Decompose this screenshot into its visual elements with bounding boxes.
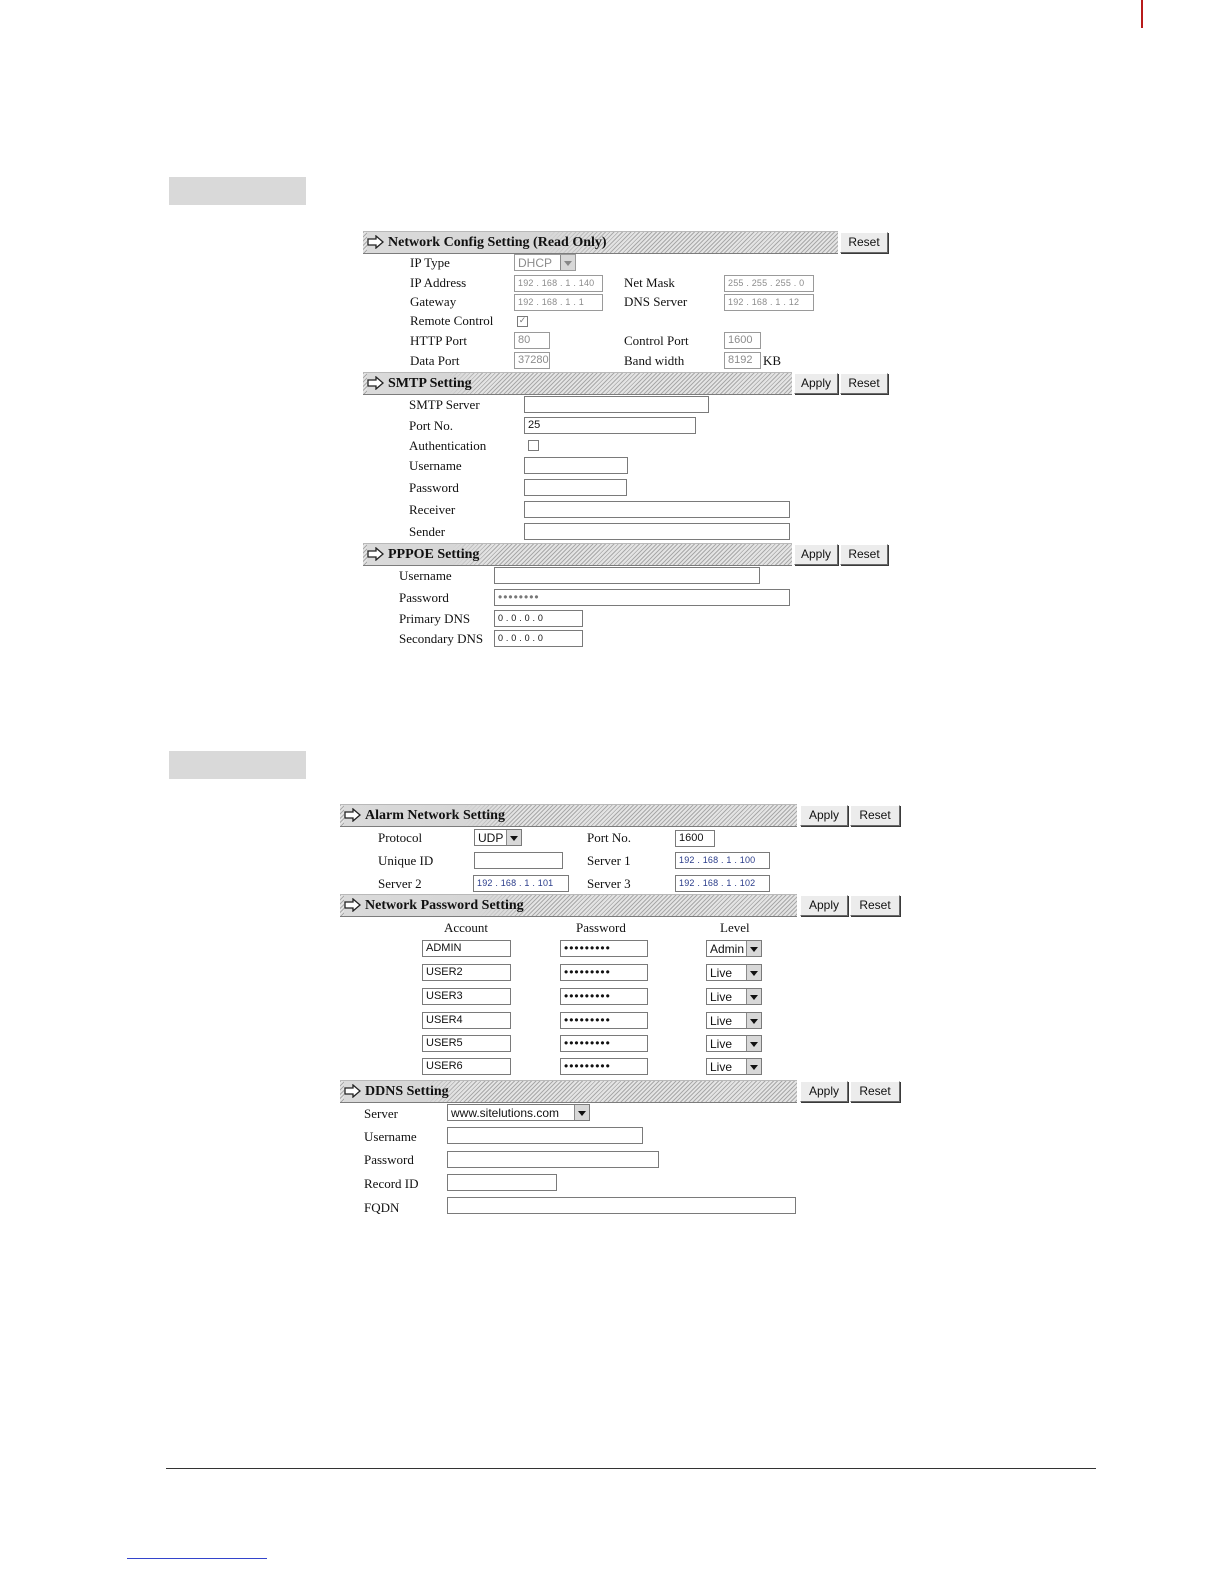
net-mask-label: Net Mask: [624, 275, 675, 290]
control-port-label: Control Port: [624, 333, 689, 348]
password-field[interactable]: •••••••••: [560, 988, 648, 1005]
network-config-header: [363, 231, 838, 254]
server1-field[interactable]: 192 . 168 . 1 . 100: [675, 852, 770, 869]
level-select[interactable]: [706, 988, 762, 1005]
protocol-label: Protocol: [378, 830, 423, 845]
ddns-server-label: Server: [364, 1106, 398, 1121]
level-select[interactable]: [706, 1058, 762, 1075]
bandwidth-unit: KB: [763, 353, 782, 368]
account-field[interactable]: USER2: [422, 964, 511, 981]
server1-label: Server 1: [587, 853, 631, 868]
level-value: Admin: [710, 942, 745, 956]
smtp-server-label: SMTP Server: [409, 397, 480, 412]
gateway-field[interactable]: 192 . 168 . 1 . 1: [514, 294, 603, 311]
arrow-right-icon: [344, 898, 362, 912]
smtp-reset-button[interactable]: Reset: [840, 373, 888, 394]
ddns-username-label: Username: [364, 1129, 417, 1144]
ddns-server-select[interactable]: [447, 1104, 590, 1121]
unique-id-field[interactable]: [474, 852, 563, 869]
arrow-right-icon: [367, 547, 385, 561]
http-port-label: HTTP Port: [410, 333, 467, 348]
smtp-server-field[interactable]: [524, 396, 709, 413]
alarm-network-title: Alarm Network Setting: [344, 805, 515, 826]
ddns-password-label: Password: [364, 1152, 414, 1167]
smtp-sender-label: Sender: [409, 524, 446, 539]
chevron-down-icon: [560, 255, 575, 270]
dns-server-field[interactable]: 192 . 168 . 1 . 12: [724, 294, 814, 311]
password-field[interactable]: •••••••••: [560, 940, 648, 957]
remote-control-label: Remote Control: [410, 313, 494, 328]
level-value: Live: [710, 1037, 733, 1051]
http-port-field[interactable]: 80: [514, 332, 550, 349]
footer-divider: [166, 1468, 1096, 1469]
chevron-down-icon: [506, 830, 521, 845]
chevron-down-icon: [746, 1013, 761, 1028]
pppoe-apply-button[interactable]: Apply: [794, 544, 838, 565]
level-value: Live: [710, 1014, 733, 1028]
server3-field[interactable]: 192 . 168 . 1 . 102: [675, 875, 770, 892]
account-field[interactable]: USER6: [422, 1058, 511, 1075]
ddns-username-field[interactable]: [447, 1127, 643, 1144]
alarm-port-label: Port No.: [587, 830, 632, 845]
password-field[interactable]: •••••••••: [560, 1035, 648, 1052]
alarm-reset-button[interactable]: Reset: [850, 805, 900, 826]
record-id-label: Record ID: [364, 1176, 419, 1191]
alarm-port-field[interactable]: 1600: [675, 830, 715, 847]
ddns-title: DDNS Setting: [344, 1081, 459, 1102]
smtp-auth-label: Authentication: [409, 438, 487, 453]
protocol-select[interactable]: [474, 829, 522, 846]
dns-server-label: DNS Server: [624, 294, 688, 309]
password-reset-button[interactable]: Reset: [850, 895, 900, 916]
ddns-apply-button[interactable]: Apply: [800, 1081, 848, 1102]
smtp-title: SMTP Setting: [367, 373, 482, 394]
gateway-label: Gateway: [410, 294, 457, 309]
ip-type-value: DHCP: [518, 256, 553, 270]
smtp-apply-button[interactable]: Apply: [794, 373, 838, 394]
primary-dns-label: Primary DNS: [399, 611, 471, 626]
level-column-header: Level: [720, 920, 750, 935]
level-value: Live: [710, 1060, 733, 1074]
account-field[interactable]: ADMIN: [422, 940, 511, 957]
level-select[interactable]: [706, 1035, 762, 1052]
pppoe-username-field[interactable]: [494, 567, 760, 584]
level-value: Live: [710, 966, 733, 980]
chevron-down-icon: [574, 1105, 589, 1120]
data-port-field[interactable]: 37280: [514, 352, 550, 369]
account-field[interactable]: USER5: [422, 1035, 511, 1052]
password-field[interactable]: •••••••••: [560, 1012, 648, 1029]
chevron-down-icon: [746, 1059, 761, 1074]
level-select[interactable]: [706, 940, 762, 957]
server2-field[interactable]: 192 . 168 . 1 . 101: [473, 875, 569, 892]
pppoe-title: PPPOE Setting: [367, 544, 489, 565]
pppoe-username-label: Username: [399, 568, 452, 583]
fqdn-field[interactable]: [447, 1197, 796, 1214]
arrow-right-icon: [344, 1084, 362, 1098]
chevron-down-icon: [746, 1036, 761, 1051]
network-config-reset-button[interactable]: Reset: [840, 232, 888, 253]
ip-type-select[interactable]: [514, 254, 576, 271]
server2-label: Server 2: [378, 876, 422, 891]
footer-link-underline: [127, 1558, 267, 1559]
remote-control-checkbox[interactable]: ✓: [518, 316, 527, 326]
arrow-right-icon: [367, 235, 385, 249]
smtp-sender-field[interactable]: [524, 523, 790, 540]
ip-address-field[interactable]: 192 . 168 . 1 . 140: [514, 275, 603, 292]
page-corner-mark: [1141, 0, 1143, 28]
chevron-down-icon: [746, 989, 761, 1004]
network-password-header: [340, 894, 797, 917]
section-tab-2: [169, 751, 306, 779]
smtp-port-field[interactable]: 25: [524, 417, 696, 434]
pppoe-reset-button[interactable]: Reset: [840, 544, 888, 565]
smtp-username-field[interactable]: [524, 457, 628, 474]
arrow-right-icon: [344, 808, 362, 822]
unique-id-label: Unique ID: [378, 853, 434, 868]
password-column-header: Password: [576, 920, 626, 935]
network-config-title: Network Config Setting (Read Only): [367, 232, 617, 253]
data-port-label: Data Port: [410, 353, 460, 368]
fqdn-label: FQDN: [364, 1200, 400, 1215]
ddns-password-field[interactable]: [447, 1151, 659, 1168]
level-value: Live: [710, 990, 733, 1004]
password-field[interactable]: •••••••••: [560, 1058, 648, 1075]
primary-dns-field[interactable]: 0 . 0 . 0 . 0: [494, 610, 583, 627]
alarm-network-header: [340, 804, 797, 827]
ddns-server-value: www.sitelutions.com: [451, 1106, 560, 1120]
level-select[interactable]: [706, 964, 762, 981]
pppoe-password-field[interactable]: ••••••••: [494, 589, 790, 606]
net-mask-field[interactable]: 255 . 255 . 255 . 0: [724, 275, 814, 292]
section-tab-1: [169, 177, 306, 205]
alarm-apply-button[interactable]: Apply: [800, 805, 848, 826]
chevron-down-icon: [746, 965, 761, 980]
smtp-port-label: Port No.: [409, 418, 454, 433]
account-field[interactable]: USER4: [422, 1012, 511, 1029]
network-password-title: Network Password Setting: [344, 895, 534, 916]
bandwidth-field[interactable]: 8192: [724, 352, 761, 369]
smtp-header: [363, 372, 792, 395]
smtp-auth-checkbox[interactable]: [528, 440, 539, 451]
smtp-username-label: Username: [409, 458, 462, 473]
account-column-header: Account: [444, 920, 489, 935]
server3-label: Server 3: [587, 876, 631, 891]
ip-address-label: IP Address: [410, 275, 467, 290]
level-select[interactable]: [706, 1012, 762, 1029]
smtp-receiver-label: Receiver: [409, 502, 456, 517]
pppoe-header: [363, 543, 792, 566]
account-field[interactable]: USER3: [422, 988, 511, 1005]
smtp-password-field[interactable]: [524, 479, 627, 496]
secondary-dns-label: Secondary DNS: [399, 631, 484, 646]
protocol-value: UDP: [478, 831, 504, 845]
pppoe-password-label: Password: [399, 590, 449, 605]
bandwidth-label: Band width: [624, 353, 685, 368]
arrow-right-icon: [367, 376, 385, 390]
ip-type-label: IP Type: [410, 255, 450, 270]
chevron-down-icon: [746, 941, 761, 956]
ddns-reset-button[interactable]: Reset: [850, 1081, 900, 1102]
smtp-password-label: Password: [409, 480, 459, 495]
secondary-dns-field[interactable]: 0 . 0 . 0 . 0: [494, 630, 583, 647]
record-id-field[interactable]: [447, 1174, 557, 1191]
control-port-field[interactable]: 1600: [724, 332, 761, 349]
password-apply-button[interactable]: Apply: [800, 895, 848, 916]
smtp-receiver-field[interactable]: [524, 501, 790, 518]
ddns-header: [340, 1080, 797, 1103]
password-field[interactable]: •••••••••: [560, 964, 648, 981]
